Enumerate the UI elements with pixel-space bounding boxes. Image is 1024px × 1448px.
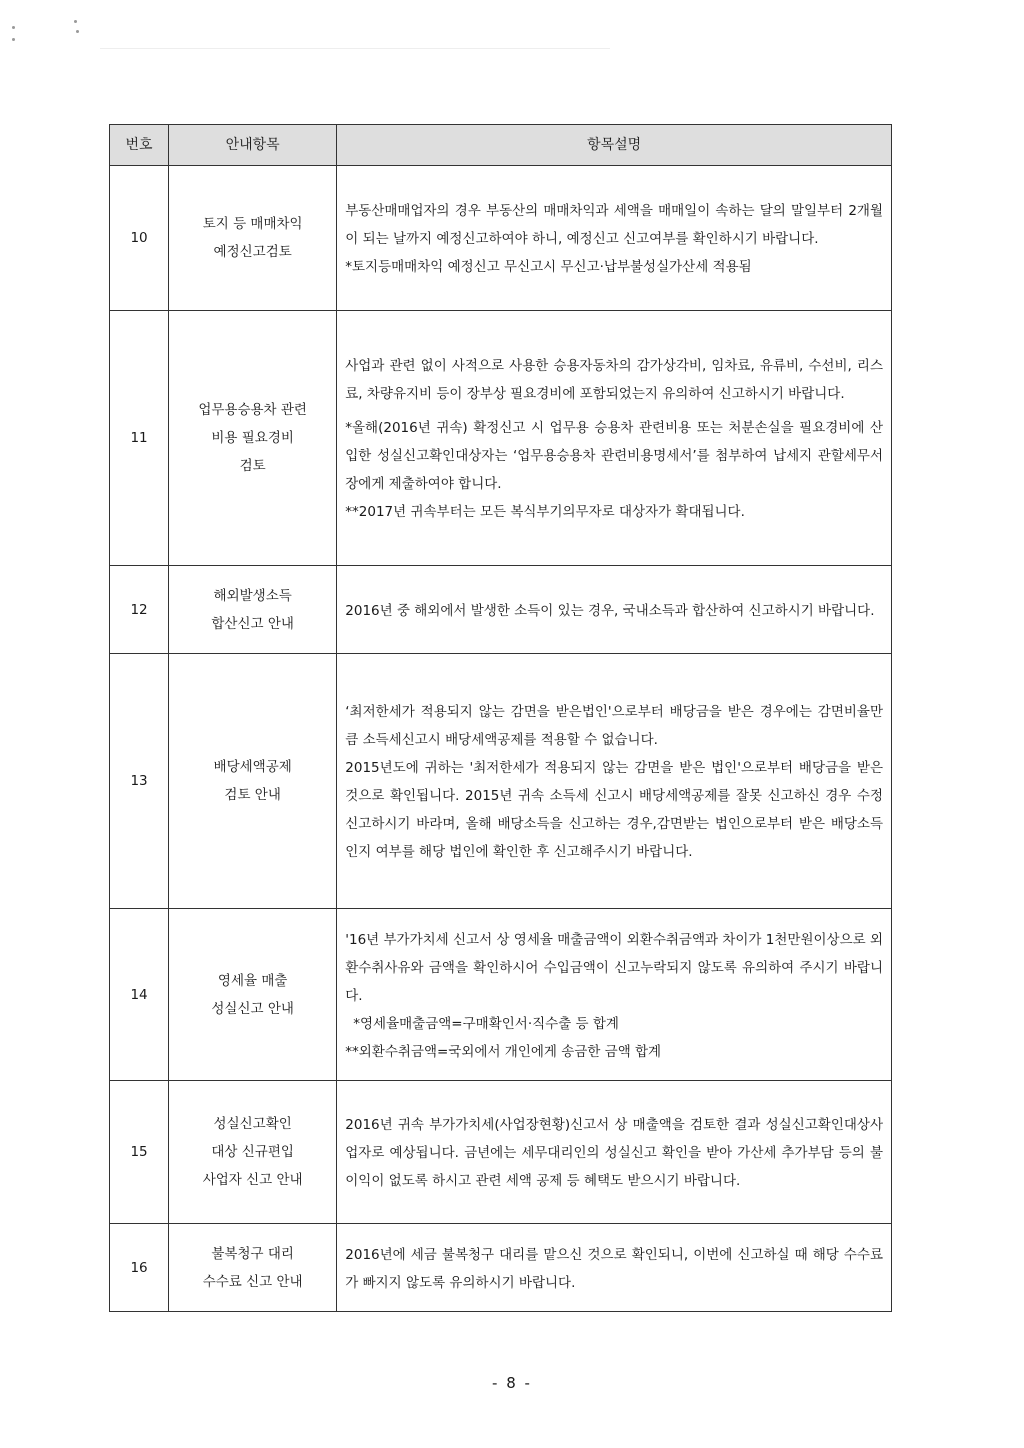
description-paragraph: '16년 부가가치세 신고서 상 영세율 매출금액이 외환수취금액과 차이가 1천만원이상으로 외환수취사유와 금액을 확인하시어 수입금액이 신고누락되지 않도록 유의하여 주시기 바랍니다. [345,931,883,1004]
row-item-line: 성실신고 안내 [211,1000,294,1017]
scan-artifact-line [100,48,610,49]
description-note: **2017년 귀속부터는 모든 복식부기의무자로 대상자가 확대됩니다. [345,504,745,520]
row-item [169,1224,337,1312]
row-item-line: 합산신고 안내 [211,615,294,632]
row-number: 15 [110,1081,169,1224]
description-paragraph: 2016년에 세금 불복청구 대리를 맡으신 것으로 확인되니, 이번에 신고하실 때 해당 수수료가 빠지지 않도록 유의하시기 바랍니다. [345,1246,883,1291]
description-note: *토지등매매차익 예정신고 무신고시 무신고·납부불성실가산세 적용됨 [345,259,752,275]
description-paragraph: 사업과 관련 없이 사적으로 사용한 승용자동차의 감가상각비, 임차료, 유류비, 수선비, 리스료, 차량유지비 등이 장부상 필요경비에 포함되었는지 유의하여 신고하시기 바랍니다. [345,358,883,402]
row-description [337,654,892,909]
row-number: 10 [110,166,169,311]
table-row [110,166,892,311]
row-description [337,166,892,311]
row-number: 12 [110,566,169,654]
table-row [110,909,892,1081]
row-description [337,1081,892,1224]
row-number: 14 [110,909,169,1081]
row-description [337,1224,892,1312]
row-item-line: 업무용승용차 관련 [198,402,307,418]
header-item: 안내항목 [169,125,337,166]
row-item [169,909,337,1081]
guide-table [109,124,892,1312]
description-note: *영세율매출금액=구매확인서·직수출 등 합계 [353,1015,619,1032]
scan-artifact-marks [12,10,612,50]
row-number: 16 [110,1224,169,1312]
row-item [169,311,337,566]
row-item-line: 검토 안내 [224,787,281,803]
row-item-line: 토지 등 매매차익 [202,216,303,232]
header-desc: 항목설명 [337,125,892,166]
row-item [169,166,337,311]
row-number: 11 [110,311,169,566]
row-item [169,654,337,909]
table-row [110,311,892,566]
table-row [110,566,892,654]
table-row [110,654,892,909]
row-description [337,311,892,566]
row-item [169,566,337,654]
table-header-row [110,125,892,166]
description-note: **외환수취금액=국외에서 개인에게 송금한 금액 합계 [345,1043,662,1060]
table-row [110,1081,892,1224]
row-description [337,909,892,1081]
row-item-line: 예정신고검토 [213,244,292,260]
description-paragraph: 2016년 귀속 부가가치세(사업장현황)신고서 상 매출액을 검토한 결과 성실신고확인대상사업자로 예상됩니다. 금년에는 세무대리인의 성실신고 확인을 받아 가산세 추가부담 등의 불이익이 없도록 하시고 관련 세액 공제 등 혜택도 받으시기 바랍니다. [345,1117,883,1189]
description-paragraph: 2016년 중 해외에서 발생한 소득이 있는 경우, 국내소득과 합산하여 신고하시기 바랍니다. [345,602,875,619]
row-item-line: 사업자 신고 안내 [202,1172,303,1188]
row-item-line: 수수료 신고 안내 [202,1273,303,1290]
row-item [169,1081,337,1224]
table-row [110,1224,892,1312]
description-paragraph: 부동산매매업자의 경우 부동산의 매매차익과 세액을 매매일이 속하는 달의 말일부터 2개월이 되는 날까지 예정신고하여야 하니, 예정신고 신고여부를 확인하시기 바랍니다. [345,203,883,247]
row-item-line: 성실신고확인 [213,1116,292,1132]
description-note: *올해(2016년 귀속) 확정신고 시 업무용 승용차 관련비용 또는 처분손실을 필요경비에 산입한 성실신고확인대상자는 ‘업무용승용차 관련비용명세서’를 첨부하여 납세지 관할세무서장에게 제출하여야 합니다. [345,420,883,492]
row-item-line: 검토 [239,458,266,474]
row-item-line: 대상 신규편입 [211,1144,294,1160]
row-item-line: 해외발생소득 [213,587,292,604]
row-item-line: 비용 필요경비 [211,430,294,446]
row-number: 13 [110,654,169,909]
row-item-line: 불복청구 대리 [211,1245,294,1262]
row-item-line: 영세율 매출 [217,972,288,989]
header-no: 번호 [110,125,169,166]
description-paragraph: ‘최저한세가 적용되지 않는 감면을 받은법인'으로부터 배당금을 받은 경우에는 감면비율만큼 소득세신고시 배당세액공제를 적용할 수 없습니다. [345,704,883,748]
row-description [337,566,892,654]
row-item-line: 배당세액공제 [213,759,292,775]
description-paragraph: 2015년도에 귀하는 '최저한세가 적용되지 않는 감면을 받은 법인'으로부터 배당금을 받은 것으로 확인됩니다. 2015년 귀속 소득세 신고시 배당세액공제를 잘못 신고하신 경우 수정신고하시기 바라며, 올해 배당소득을 신고하는 경우,감면받는 법인으로부터 받은 배당소득인지 여부를 해당 법인에 확인한 후 신고해주시기 바랍니다. [345,760,883,860]
page-number: - 8 - [492,1374,532,1392]
